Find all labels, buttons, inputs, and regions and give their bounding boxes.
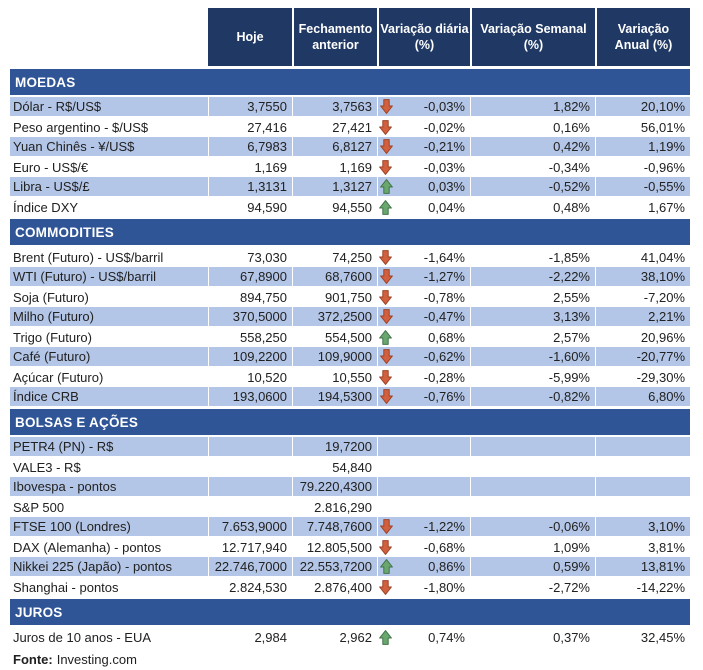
row-label: Libra - US$/£ — [10, 177, 208, 197]
down-arrow-icon — [379, 540, 392, 555]
cell-variacao-anual: 3,10% — [595, 517, 690, 537]
row-label: Brent (Futuro) - US$/barril — [13, 249, 164, 265]
table-row-wti-futuro-us-barril — [10, 267, 690, 287]
cell-hoje: 10,520 — [247, 369, 287, 385]
cell-hoje: 27,416 — [247, 119, 287, 135]
row-label: DAX (Alemanha) - pontos — [13, 539, 162, 555]
cell-variacao-semanal: 2,57% — [553, 329, 590, 345]
header-label-spacer — [10, 8, 208, 66]
cell-variacao-semanal: -1,60% — [470, 347, 595, 367]
row-label: Índice CRB — [10, 387, 208, 407]
cell-variacao-anual: 3,81% — [648, 539, 685, 555]
cell-fechamento-anterior: 94,550 — [332, 199, 372, 215]
table-row-ibovespa-pontos — [10, 477, 690, 497]
cell-variacao-anual: 41,04% — [640, 249, 685, 265]
variacao-diaria-value: -0,78% — [423, 289, 465, 305]
cell-fechamento-anterior: 6,8127 — [292, 137, 377, 157]
variacao-diaria-value: -0,03% — [423, 99, 465, 114]
variacao-diaria-value: -1,64% — [423, 249, 465, 265]
cell-variacao-diaria — [377, 517, 470, 537]
cell-variacao-semanal: 2,55% — [553, 289, 590, 305]
cell-fechamento-anterior: 68,7600 — [292, 267, 377, 287]
cell-fechamento-anterior: 194,5300 — [292, 387, 377, 407]
variacao-diaria-value: -1,80% — [423, 579, 465, 595]
cell-fechamento-anterior: 12.805,500 — [306, 539, 372, 555]
cell-variacao-diaria — [377, 287, 470, 307]
row-label: Soja (Futuro) — [13, 289, 89, 305]
cell-fechamento-anterior: 74,250 — [332, 249, 372, 265]
cell-variacao-anual — [595, 497, 690, 517]
cell-variacao-semanal: 0,16% — [553, 119, 590, 135]
row-label: S&P 500 — [13, 499, 65, 515]
cell-hoje: 558,250 — [240, 329, 287, 345]
table-row-shanghai-pontos — [10, 577, 690, 597]
cell-variacao-anual: -7,20% — [643, 289, 685, 305]
cell-variacao-diaria — [377, 177, 470, 197]
cell-variacao-diaria — [377, 477, 470, 497]
row-label: WTI (Futuro) - US$/barril — [10, 267, 208, 287]
cell-variacao-semanal: -0,82% — [470, 387, 595, 407]
section-header-juros: JUROS — [10, 599, 690, 625]
cell-hoje — [208, 457, 292, 477]
cell-fechamento-anterior: 79.220,4300 — [292, 477, 377, 497]
cell-variacao-semanal: 3,13% — [470, 307, 595, 327]
variacao-diaria-value: -1,27% — [423, 269, 465, 284]
cell-fechamento-anterior: 3,7563 — [292, 97, 377, 117]
cell-variacao-diaria — [377, 117, 470, 137]
down-arrow-icon — [380, 519, 393, 534]
table-row-acucar-futuro — [10, 367, 690, 387]
cell-variacao-diaria — [377, 327, 470, 347]
variacao-diaria-value: -0,76% — [423, 389, 465, 404]
cell-hoje: 894,750 — [240, 289, 287, 305]
cell-variacao-diaria — [377, 307, 470, 327]
table-row-ftse-100-londres — [10, 517, 690, 537]
table-row-indice-crb — [10, 387, 690, 407]
variacao-diaria-value: -0,03% — [423, 159, 465, 175]
section-header-commodities: COMMODITIES — [10, 219, 690, 245]
cell-variacao-semanal — [470, 437, 595, 457]
cell-hoje: 94,590 — [247, 199, 287, 215]
cell-variacao-semanal: -2,72% — [548, 579, 590, 595]
down-arrow-icon — [380, 139, 393, 154]
column-header-variacao-diaria: Variação diária (%) — [377, 8, 470, 66]
variacao-diaria-value: 0,86% — [428, 559, 465, 574]
cell-variacao-anual: -29,30% — [636, 369, 685, 385]
cell-variacao-anual: 13,81% — [595, 557, 690, 577]
cell-fechamento-anterior: 54,840 — [332, 459, 372, 475]
row-label: Nikkei 225 (Japão) - pontos — [10, 557, 208, 577]
variacao-diaria-value: 0,74% — [428, 629, 465, 645]
column-header-variacao: Variação Anual (%) — [595, 8, 690, 66]
down-arrow-icon — [380, 99, 393, 114]
variacao-diaria-value: -0,62% — [423, 349, 465, 364]
table-row-petr4-pn-r — [10, 437, 690, 457]
cell-variacao-anual: 1,67% — [648, 199, 685, 215]
variacao-diaria-value: -0,68% — [423, 539, 465, 555]
cell-fechamento-anterior: 2.816,290 — [314, 499, 372, 515]
row-label: Trigo (Futuro) — [13, 329, 92, 345]
cell-variacao-diaria — [377, 557, 470, 577]
row-label: VALE3 - R$ — [13, 459, 81, 475]
cell-fechamento-anterior: 1,169 — [339, 159, 372, 175]
cell-hoje — [208, 437, 292, 457]
cell-variacao-semanal: -1,85% — [548, 249, 590, 265]
cell-variacao-semanal: -0,52% — [470, 177, 595, 197]
cell-variacao-diaria — [377, 137, 470, 157]
down-arrow-icon — [379, 160, 392, 175]
cell-fechamento-anterior: 10,550 — [332, 369, 372, 385]
cell-fechamento-anterior: 22.553,7200 — [292, 557, 377, 577]
table-row-nikkei-225-japao-pontos — [10, 557, 690, 577]
row-label: Açúcar (Futuro) — [13, 369, 104, 385]
table-row-libra-us — [10, 177, 690, 197]
cell-variacao-anual: 20,96% — [640, 329, 685, 345]
cell-variacao-semanal: 0,42% — [470, 137, 595, 157]
up-arrow-icon — [380, 559, 393, 574]
source-label: Fonte: — [13, 652, 53, 667]
row-label: Shanghai - pontos — [13, 579, 119, 595]
table-row-soja-futuro — [10, 287, 690, 307]
cell-hoje: 2.824,530 — [229, 579, 287, 595]
cell-variacao-semanal: 1,09% — [553, 539, 590, 555]
table-row-dax-alemanha-pontos — [10, 537, 690, 557]
down-arrow-icon — [379, 250, 392, 265]
cell-variacao-diaria — [377, 157, 470, 177]
cell-variacao-anual — [595, 457, 690, 477]
cell-variacao-anual: -14,22% — [636, 579, 685, 595]
cell-variacao-anual: -0,96% — [643, 159, 685, 175]
cell-variacao-anual — [595, 477, 690, 497]
down-arrow-icon — [380, 269, 393, 284]
cell-variacao-semanal: -5,99% — [548, 369, 590, 385]
up-arrow-icon — [379, 200, 392, 215]
cell-fechamento-anterior: 2.876,400 — [314, 579, 372, 595]
down-arrow-icon — [380, 349, 393, 364]
cell-variacao-diaria — [377, 457, 470, 477]
cell-variacao-anual: 56,01% — [640, 119, 685, 135]
row-label: PETR4 (PN) - R$ — [10, 437, 208, 457]
row-label: Milho (Futuro) — [10, 307, 208, 327]
table-body — [10, 69, 690, 647]
variacao-diaria-value: -0,28% — [423, 369, 465, 385]
cell-hoje: 109,2200 — [208, 347, 292, 367]
cell-hoje: 3,7550 — [208, 97, 292, 117]
down-arrow-icon — [379, 290, 392, 305]
table-row-brent-futuro-us-barril — [10, 247, 690, 267]
column-header-fechamento: Fechamento anterior — [292, 8, 377, 66]
cell-fechamento-anterior: 554,500 — [325, 329, 372, 345]
table-row-trigo-futuro — [10, 327, 690, 347]
down-arrow-icon — [379, 580, 392, 595]
row-label: Índice DXY — [13, 199, 79, 215]
cell-variacao-diaria — [377, 577, 470, 597]
cell-variacao-diaria — [377, 367, 470, 387]
cell-hoje: 22.746,7000 — [208, 557, 292, 577]
cell-variacao-semanal: -0,06% — [470, 517, 595, 537]
down-arrow-icon — [380, 389, 393, 404]
cell-fechamento-anterior: 1,3127 — [292, 177, 377, 197]
table-row-vale3-r — [10, 457, 690, 477]
cell-variacao-diaria — [377, 627, 470, 647]
cell-variacao-anual: -20,77% — [595, 347, 690, 367]
table-row-s-p-500 — [10, 497, 690, 517]
cell-variacao-anual: 32,45% — [640, 629, 685, 645]
table-row-milho-futuro — [10, 307, 690, 327]
cell-hoje: 7.653,9000 — [208, 517, 292, 537]
source-value: Investing.com — [56, 652, 137, 667]
cell-variacao-diaria — [377, 267, 470, 287]
cell-fechamento-anterior: 27,421 — [332, 119, 372, 135]
cell-variacao-anual: 2,21% — [595, 307, 690, 327]
cell-variacao-diaria — [377, 437, 470, 457]
column-header-hoje: Hoje — [208, 8, 292, 66]
cell-hoje: 1,3131 — [208, 177, 292, 197]
section-header-bolsas-e-acoes: BOLSAS E AÇÕES — [10, 409, 690, 435]
cell-variacao-semanal: 0,37% — [553, 629, 590, 645]
table-header — [10, 8, 690, 66]
variacao-diaria-value: -0,02% — [423, 119, 465, 135]
variacao-diaria-value: 0,03% — [428, 179, 465, 194]
cell-variacao-diaria — [377, 247, 470, 267]
cell-hoje: 2,984 — [254, 629, 287, 645]
down-arrow-icon — [380, 309, 393, 324]
cell-variacao-diaria — [377, 347, 470, 367]
cell-variacao-diaria — [377, 97, 470, 117]
cell-hoje — [208, 497, 292, 517]
row-label: FTSE 100 (Londres) — [10, 517, 208, 537]
cell-variacao-diaria — [377, 537, 470, 557]
cell-variacao-semanal: 0,48% — [553, 199, 590, 215]
cell-fechamento-anterior: 901,750 — [325, 289, 372, 305]
up-arrow-icon — [379, 330, 392, 345]
cell-variacao-anual: 6,80% — [595, 387, 690, 407]
variacao-diaria-value: 0,04% — [428, 199, 465, 215]
cell-variacao-semanal: 1,82% — [470, 97, 595, 117]
section-header-moedas: MOEDAS — [10, 69, 690, 95]
cell-variacao-diaria — [377, 197, 470, 217]
row-label: Ibovespa - pontos — [10, 477, 208, 497]
table-row-dolar-r-us — [10, 97, 690, 117]
cell-fechamento-anterior: 2,962 — [339, 629, 372, 645]
cell-variacao-semanal — [470, 457, 595, 477]
table-row-euro-us — [10, 157, 690, 177]
row-label: Juros de 10 anos - EUA — [13, 629, 152, 645]
cell-hoje: 370,5000 — [208, 307, 292, 327]
cell-hoje: 67,8900 — [208, 267, 292, 287]
cell-hoje: 73,030 — [247, 249, 287, 265]
table-row-juros-de-10-anos-eua — [10, 627, 690, 647]
cell-fechamento-anterior: 19,7200 — [292, 437, 377, 457]
cell-variacao-diaria — [377, 497, 470, 517]
down-arrow-icon — [379, 120, 392, 135]
cell-fechamento-anterior: 109,9000 — [292, 347, 377, 367]
row-label: Yuan Chinês - ¥/US$ — [10, 137, 208, 157]
cell-variacao-semanal — [470, 477, 595, 497]
cell-variacao-anual: 38,10% — [595, 267, 690, 287]
table-row-peso-argentino-us — [10, 117, 690, 137]
cell-variacao-anual: -0,55% — [595, 177, 690, 197]
cell-fechamento-anterior: 7.748,7600 — [292, 517, 377, 537]
cell-variacao-semanal: -0,34% — [548, 159, 590, 175]
cell-variacao-diaria — [377, 387, 470, 407]
cell-hoje: 193,0600 — [208, 387, 292, 407]
cell-fechamento-anterior: 372,2500 — [292, 307, 377, 327]
down-arrow-icon — [379, 370, 392, 385]
up-arrow-icon — [379, 630, 392, 645]
up-arrow-icon — [380, 179, 393, 194]
cell-hoje: 1,169 — [254, 159, 287, 175]
cell-hoje — [208, 477, 292, 497]
cell-variacao-semanal: 0,59% — [470, 557, 595, 577]
variacao-diaria-value: -1,22% — [423, 519, 465, 534]
cell-variacao-anual: 20,10% — [595, 97, 690, 117]
column-header-variacao-semanal: Variação Semanal (%) — [470, 8, 595, 66]
cell-variacao-semanal — [470, 497, 595, 517]
table-row-indice-dxy — [10, 197, 690, 217]
cell-variacao-anual: 1,19% — [595, 137, 690, 157]
cell-hoje: 12.717,940 — [221, 539, 287, 555]
variacao-diaria-value: -0,47% — [423, 309, 465, 324]
variacao-diaria-value: 0,68% — [428, 329, 465, 345]
table-row-cafe-futuro — [10, 347, 690, 367]
cell-variacao-semanal: -2,22% — [470, 267, 595, 287]
cell-variacao-anual — [595, 437, 690, 457]
variacao-diaria-value: -0,21% — [423, 139, 465, 154]
row-label: Café (Futuro) — [10, 347, 208, 367]
row-label: Euro - US$/€ — [13, 159, 89, 175]
source-note — [10, 652, 690, 667]
row-label: Dólar - R$/US$ — [10, 97, 208, 117]
table-row-yuan-chines-us — [10, 137, 690, 157]
cell-hoje: 6,7983 — [208, 137, 292, 157]
row-label: Peso argentino - $/US$ — [13, 119, 149, 135]
